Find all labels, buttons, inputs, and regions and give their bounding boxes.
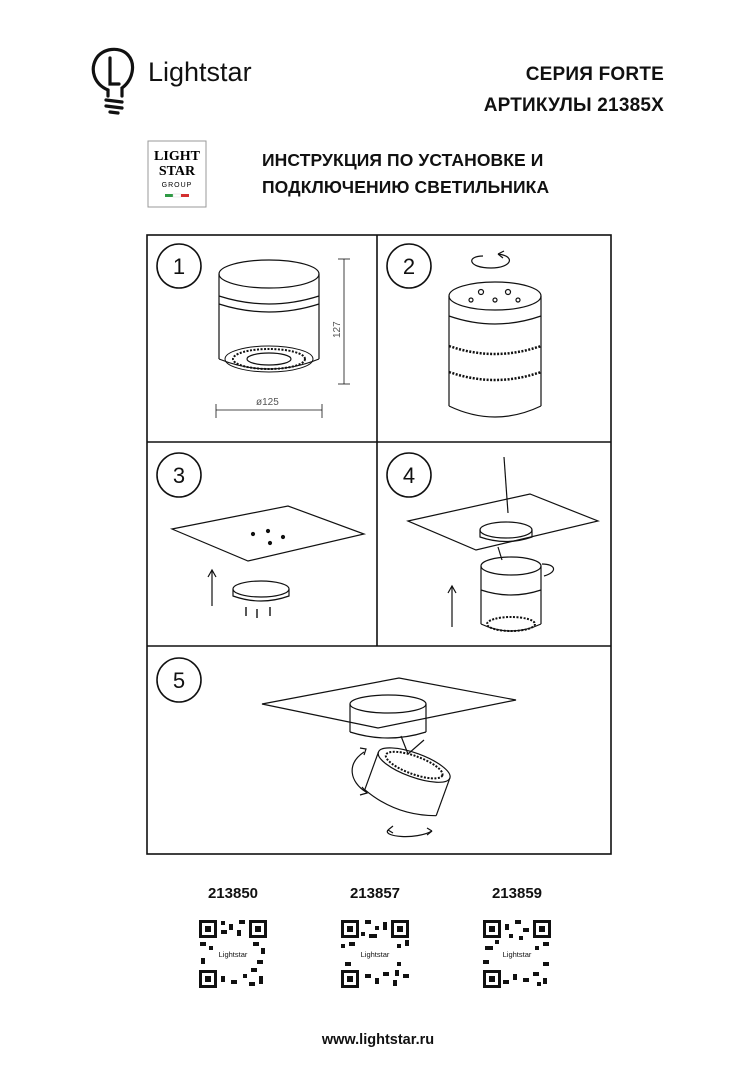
step-2-number: 2	[402, 254, 416, 279]
installation-steps-diagram	[146, 234, 612, 856]
qr-code-213857[interactable]	[339, 918, 411, 990]
instruction-title-line1: ИНСТРУКЦИЯ ПО УСТАНОВКЕ И	[262, 150, 544, 170]
step-4-number: 4	[402, 463, 416, 488]
step-2-badge	[387, 244, 431, 288]
step-3-badge	[157, 453, 201, 497]
tilt-arrow-icon	[352, 752, 366, 792]
lightstar-logo	[86, 40, 346, 120]
lightstar-group-logo	[147, 140, 207, 208]
qr-caption: Lightstar	[360, 950, 390, 959]
step-1-number: 1	[172, 254, 186, 279]
instruction-title-line2: ПОДКЛЮЧЕНИЮ СВЕТИЛЬНИКА	[262, 177, 550, 197]
article-numbers: АРТИКУЛЫ 21385X	[483, 95, 664, 116]
rotate-arrow-icon	[542, 564, 554, 576]
website-link[interactable]: www.lightstar.ru	[321, 1032, 435, 1048]
step-3-mount-base-drawing	[172, 506, 364, 618]
qr-code-213859[interactable]	[481, 918, 553, 990]
product-code-213859: 213859	[491, 885, 543, 902]
product-code-213850: 213850	[207, 885, 259, 902]
step-5-adjust-drawing	[262, 678, 516, 837]
step-4-badge	[387, 453, 431, 497]
qr-caption: Lightstar	[218, 950, 248, 959]
product-code-213857: 213857	[349, 885, 401, 902]
dimension-diameter: ø125	[256, 397, 279, 408]
step-1-badge	[157, 244, 201, 288]
group-logo-line1: LIGHT	[154, 149, 200, 164]
group-logo-line3: GROUP	[161, 182, 193, 189]
step-1-luminaire-drawing	[216, 259, 350, 418]
group-logo-line2: STAR	[158, 164, 196, 179]
rotate-arrow-icon	[387, 830, 432, 837]
qr-code-213850[interactable]	[197, 918, 269, 990]
brand-name: Lightstar	[148, 57, 252, 87]
series-title: СЕРИЯ FORTE	[525, 64, 664, 85]
step-5-number: 5	[172, 668, 186, 693]
step-5-badge	[157, 658, 201, 702]
italian-flag-stripe	[165, 194, 189, 197]
rotate-arrow-icon	[472, 254, 510, 268]
step-4-attach-luminaire-drawing	[408, 457, 598, 631]
lightbulb-icon	[93, 49, 132, 113]
qr-caption: Lightstar	[502, 950, 532, 959]
dimension-height: 127	[332, 321, 343, 338]
step-2-unscrew-drawing	[449, 251, 541, 417]
step-3-number: 3	[172, 463, 186, 488]
